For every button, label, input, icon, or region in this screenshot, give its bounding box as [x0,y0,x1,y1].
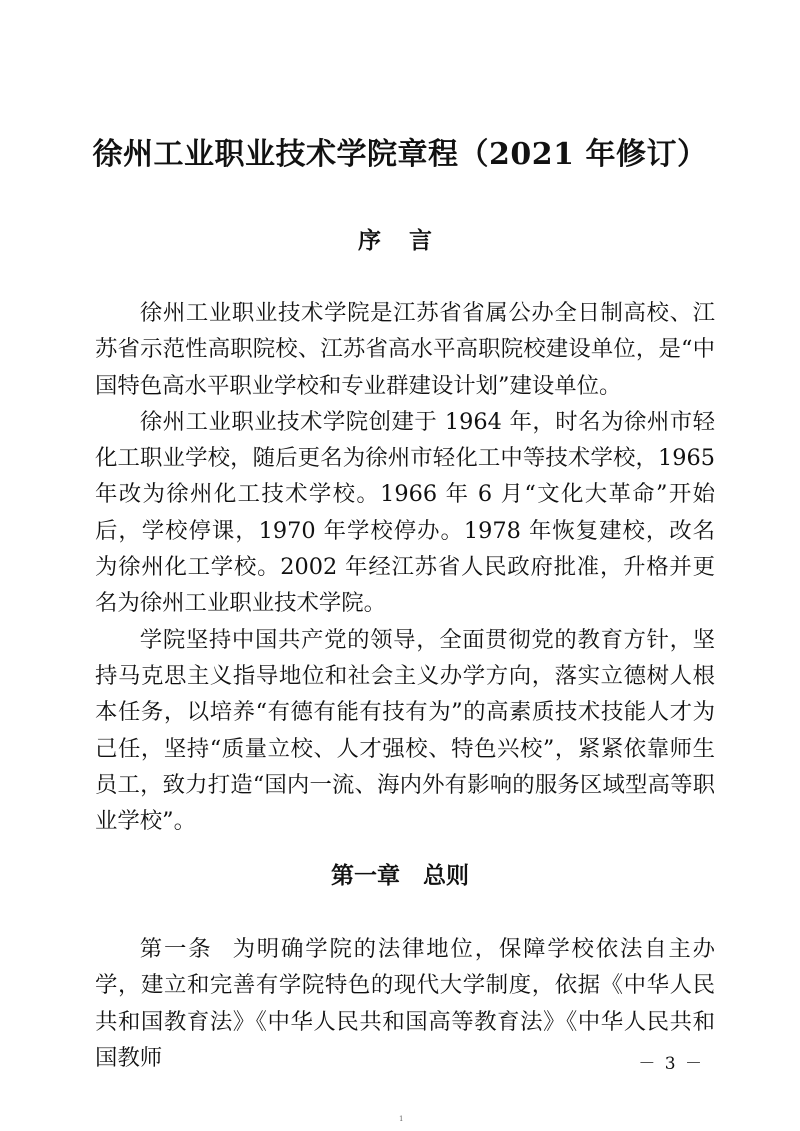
document-title: 徐州工业职业技术学院章程（2021 年修订） [92,137,708,172]
chapter-one-heading: 第一章 总则 [331,862,469,889]
preface-heading: 序 言 [357,227,442,254]
page-number: － 3 － [638,1054,704,1074]
chapter-one-body [95,931,715,1076]
article-one-label: 第一条 [139,936,213,962]
bottom-mark: 1 [399,1115,404,1123]
preface-paragraph: 徐州工业职业技术学院创建于 1964 年，时名为徐州市轻化工职业学校，随后更名为徐州市轻化工中等技术学校，1965 年改为徐州化工技术学校。1966 年 6 月“文化大革命”开始后，学校停课，1970 年学校停办。1978 年恢复建校，改名为徐州化工学校。2002 年经江苏省人民政府批准，升格并更名为徐州工业职业技术学院。 [95,408,715,617]
preface-paragraph: 学院坚持中国共产党的领导，全面贯彻党的教育方针，坚持马克思主义指导地位和社会主义办学方向，落实立德树人根本任务，以培养“有德有能有技有为”的高素质技术技能人才为己任，坚持“质量立校、人才强校、特色兴校”，紧紧依靠师生员工，致力打造“国内一流、海内外有影响的服务区域型高等职业学校”。 [95,626,715,835]
article-one-text: 为明确学院的法律地位，保障学校依法自主办学，建立和完善有学院特色的现代大学制度，依据《中华人民共和国教育法》《中华人民共和国高等教育法》《中华人民共和国教师 [95,936,716,1071]
preface-body [95,295,715,839]
preface-paragraph: 徐州工业职业技术学院是江苏省省属公办全日制高校、江苏省示范性高职院校、江苏省高水平高职院校建设单位，是“中国特色高水平职业学校和专业群建设计划”建设单位。 [95,300,715,399]
article-one-paragraph [95,931,715,1076]
